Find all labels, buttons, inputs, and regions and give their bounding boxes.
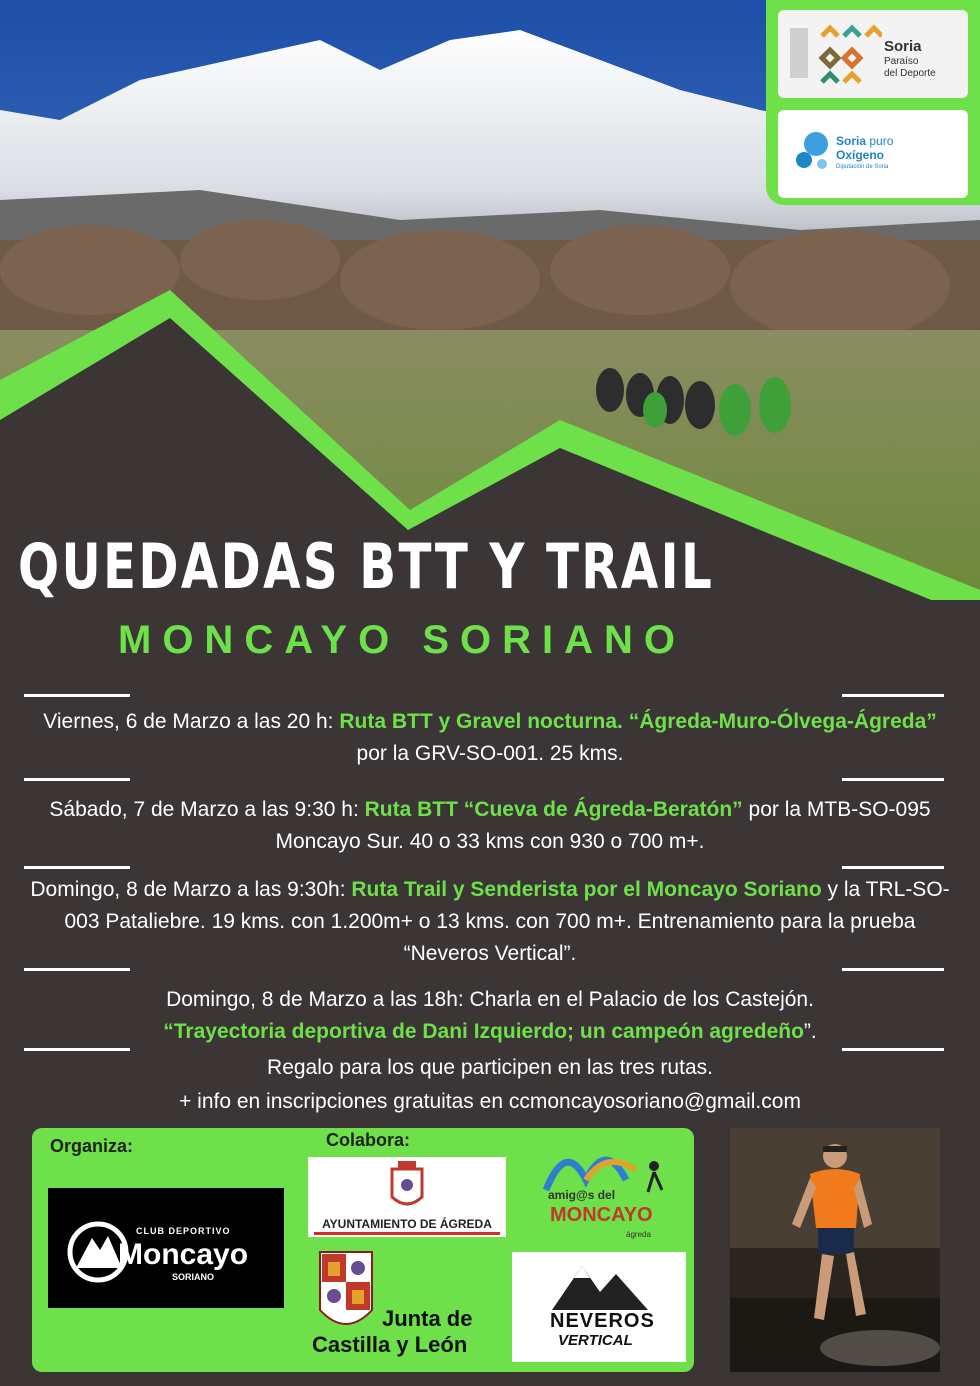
divider [24, 866, 130, 869]
coat-of-arms-icon [308, 1157, 506, 1217]
oxigeno-line1b: puro [866, 134, 894, 148]
ayuntamiento-bar [314, 1232, 500, 1235]
colabora-label: Colabora: [326, 1130, 411, 1150]
amigos-moncayo-logo [536, 1140, 676, 1246]
event-1-text-b: por la GRV-SO-001. 25 kms. [356, 742, 624, 765]
organiza-label: Organiza: [50, 1136, 134, 1156]
event-2-text-a: Sábado, 7 de Marzo a las 9:30 h: [49, 798, 365, 821]
oxigeno-line3: Diputación de Soria [836, 164, 889, 170]
partner-logos-box [766, 0, 980, 205]
trail-runner-photo [730, 1128, 940, 1372]
event-3 [0, 874, 980, 970]
event-1-highlight: Ruta BTT y Gravel nocturna. “Ágreda-Muro-Ólvega-Ágreda” [339, 710, 937, 733]
divider [24, 778, 130, 781]
club-line3: SORIANO [172, 1272, 215, 1282]
junta-line2: Castilla y León [312, 1332, 468, 1357]
info-email: + info en inscripciones gratuitas en ccmoncayosoriano@gmail.com [179, 1090, 801, 1113]
oxigeno-line2: Oxígeno [836, 148, 885, 162]
neveros-line2: VERTICAL [558, 1332, 633, 1349]
soria-deporte-line1: Soria [884, 38, 922, 55]
soria-paraiso-deporte-logo [778, 10, 968, 98]
event-3-text-a: Domingo, 8 de Marzo a las 9:30h: [30, 878, 352, 901]
ayuntamiento-agreda-logo [308, 1157, 506, 1237]
page-title: QUEDADAS BTT Y TRAIL [18, 530, 715, 603]
event-2-text-b: por la MTB-SO-095 Moncayo Sur. 40 o 33 kms con 930 o 700 m+. [275, 798, 931, 853]
oxygen-bubbles-icon [780, 110, 836, 198]
junta-line1: Junta de [382, 1306, 473, 1331]
mountain-peaks-icon [512, 1252, 686, 1312]
club-line1: CLUB DEPORTIVO [136, 1226, 231, 1236]
divider [842, 694, 944, 697]
club-moncayo-logo [48, 1188, 284, 1308]
event-2-highlight: Ruta BTT “Cueva de Ágreda-Beratón” [364, 798, 743, 821]
event-4-text-b: ”. [803, 1020, 817, 1043]
ayuntamiento-name: AYUNTAMIENTO DE ÁGREDA [322, 1217, 492, 1231]
castilla-leon-shield-icon [316, 1248, 376, 1338]
soria-deporte-line3: del Deporte [884, 68, 936, 79]
divider [842, 1048, 944, 1051]
neveros-vertical-logo [512, 1252, 686, 1362]
event-3-highlight: Ruta Trail y Senderista por el Moncayo Soriano [351, 878, 822, 901]
page-subtitle: MONCAYO SORIANO [118, 618, 687, 662]
divider [24, 694, 130, 697]
divider [24, 1048, 130, 1051]
event-4-highlight: “Trayectoria deportiva de Dani Izquierdo; un campeón agredeño [163, 1020, 804, 1043]
gift-note: Regalo para los que participen en las tres rutas. [267, 1056, 713, 1079]
club-line2: Moncayo [118, 1238, 249, 1271]
amigos-line3: ágreda [626, 1230, 651, 1239]
event-2 [0, 794, 980, 858]
event-4-text-a: Domingo, 8 de Marzo a las 18h: Charla en el Palacio de los Castejón. [166, 988, 814, 1011]
event-4 [0, 984, 980, 1048]
event-3-text-b: y la TRL-SO-003 Pataliebre. 19 kms. con 1.200m+ o 13 kms. con 700 m+. Entrenamiento para la prueba “Neveros Vertical”. [64, 878, 950, 965]
event-1-text-a: Viernes, 6 de Marzo a las 20 h: [43, 710, 340, 733]
divider [842, 866, 944, 869]
amigos-line2: MONCAYO [550, 1204, 653, 1226]
soria-deporte-line2: Paraíso [884, 56, 919, 67]
neveros-line1: NEVEROS [550, 1310, 655, 1332]
soria-puro-oxigeno-logo [778, 110, 968, 198]
oxigeno-line1a: Soria [836, 134, 867, 148]
divider [842, 778, 944, 781]
amigos-line1: amig@s del [548, 1188, 616, 1202]
event-1 [0, 706, 980, 770]
